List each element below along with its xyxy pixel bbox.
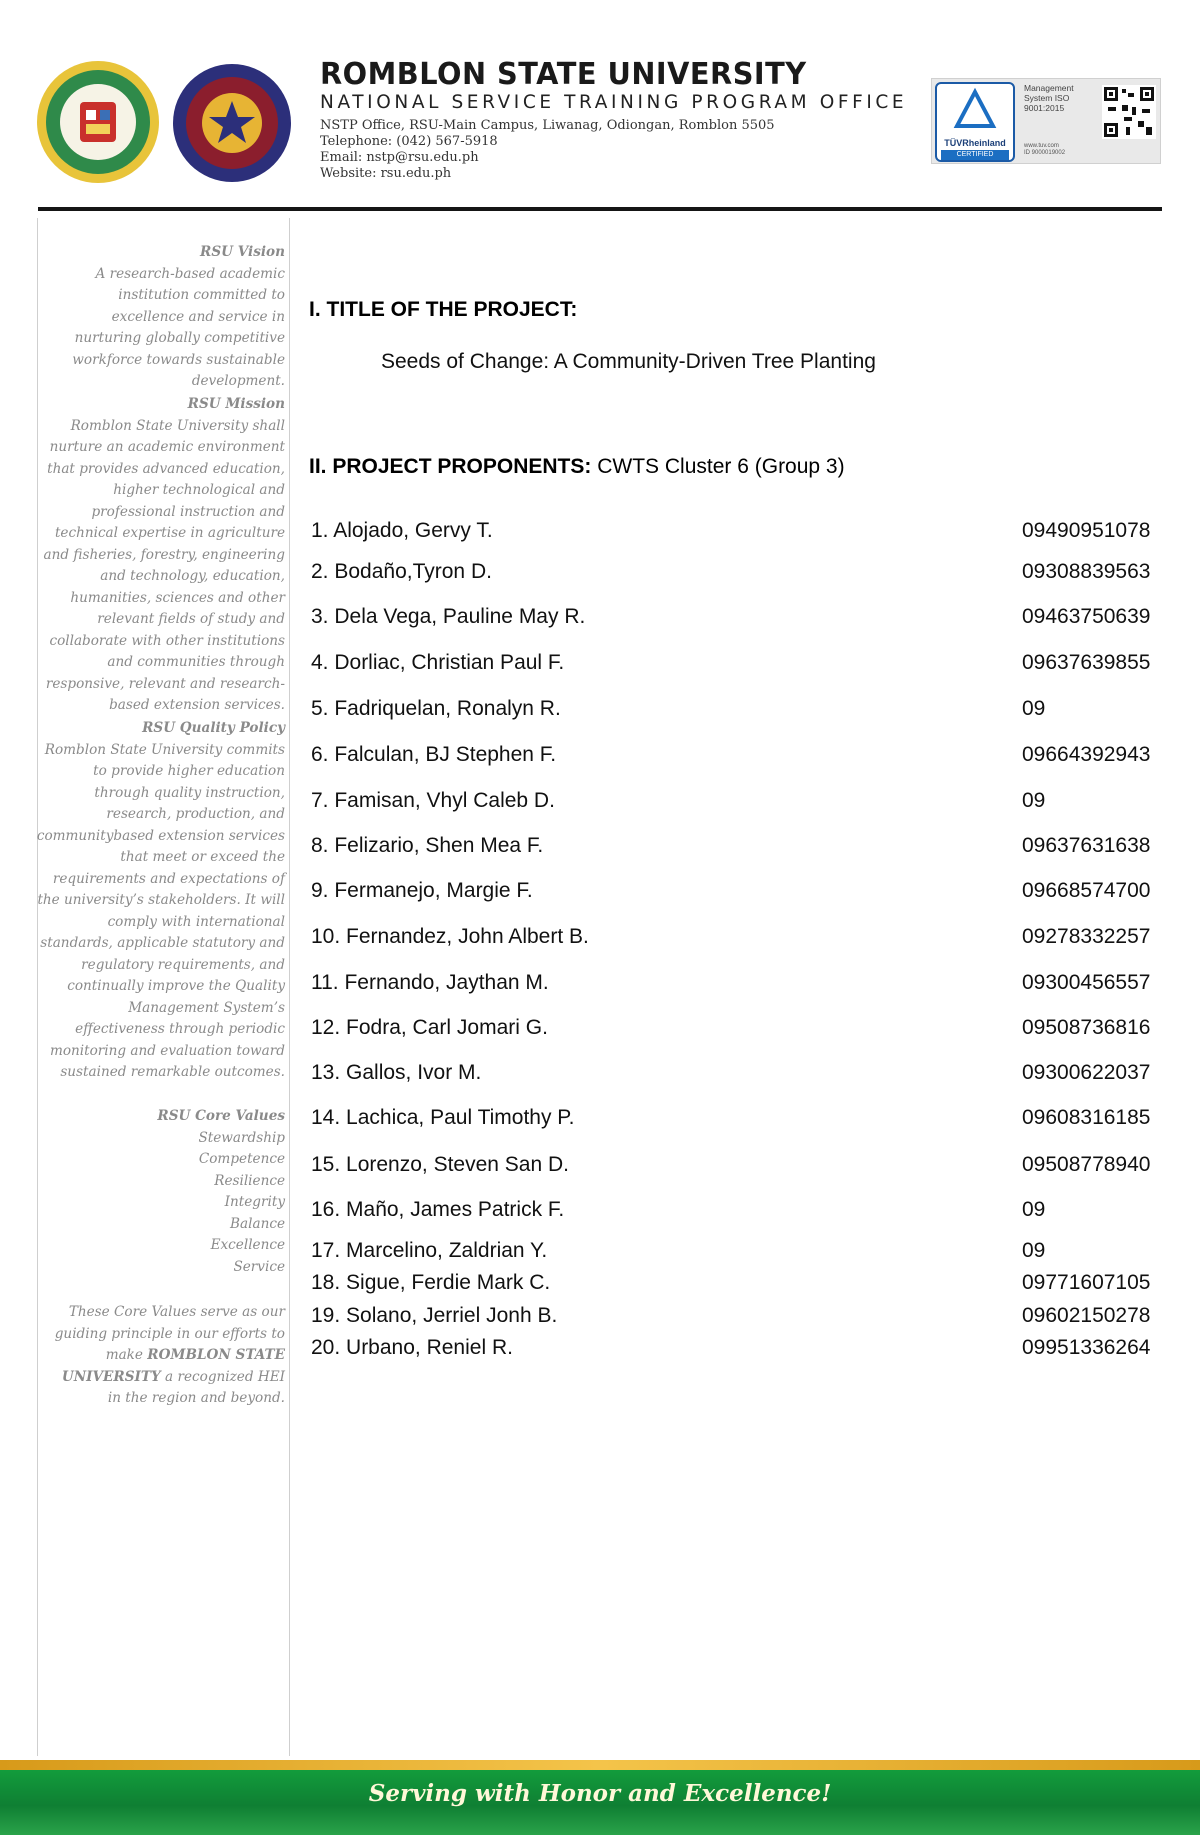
- core-value: Resilience: [214, 1172, 285, 1189]
- core-value: Balance: [230, 1215, 285, 1232]
- values-note-pre: These Core Values serve as our guiding principle in our efforts to make: [54, 1304, 285, 1363]
- mission-block: [35, 394, 285, 717]
- list-item: [309, 1271, 1167, 1299]
- member-phone: 09300456557: [1022, 971, 1151, 994]
- member-name: 10. Fernandez, John Albert B.: [311, 925, 589, 948]
- cert-site-url: www.tuv.com: [1024, 143, 1059, 149]
- list-item: [309, 1016, 1167, 1044]
- office-address: NSTP Office, RSU-Main Campus, Liwanag, Odiongan, Romblon 5505: [320, 118, 775, 133]
- cert-site: [1024, 143, 1065, 157]
- member-name: 2. Bodaño,Tyron D.: [311, 560, 492, 583]
- core-values-title: RSU Core Values: [157, 1108, 285, 1124]
- quality-title: RSU Quality Policy: [142, 720, 285, 736]
- quality-policy-block: [35, 718, 285, 1084]
- list-item: [309, 743, 1167, 771]
- member-phone: 09: [1022, 789, 1046, 812]
- member-name: 15. Lorenzo, Steven San D.: [311, 1153, 569, 1176]
- university-name: ROMBLON STATE UNIVERSITY: [320, 57, 807, 92]
- member-phone: 09463750639: [1022, 605, 1151, 628]
- letterhead: [0, 0, 1200, 214]
- member-phone: 09: [1022, 697, 1046, 720]
- quality-text: Romblon State University commits to provide higher education through quality instruction, research, production, and communitybased extension services that meet or exceed the requirements and expectations of the university’s stakeholders. It will comply with international standards, applicable statutory and regulatory requirements, and continually improve the Quality Management System’s effectiveness through periodic monitoring and evaluation toward sustained remarkable outcomes.: [36, 741, 285, 1080]
- tuv-logo: [935, 82, 1015, 162]
- core-values-block: [45, 1106, 285, 1278]
- member-phone: 09951336264: [1022, 1336, 1151, 1359]
- nstp-seal-logo: [172, 63, 292, 183]
- member-name: 8. Felizario, Shen Mea F.: [311, 834, 544, 857]
- triangle-icon: [937, 84, 1013, 134]
- member-phone: 09602150278: [1022, 1304, 1151, 1327]
- vision-text: A research-based academic institution committed to excellence and service in nurturing globally competitive workforce towards sustainable development.: [72, 265, 285, 389]
- sidebar: [37, 218, 290, 1756]
- member-name: 18. Sigue, Ferdie Mark C.: [311, 1271, 551, 1294]
- list-item: [309, 1106, 1167, 1134]
- list-item: [309, 879, 1167, 907]
- proponents-group: CWTS Cluster 6 (Group 3): [597, 455, 845, 478]
- list-item: [309, 1061, 1167, 1089]
- values-note-university: ROMBLON STATE UNIVERSITY: [61, 1347, 285, 1385]
- qr-code-icon: [1102, 85, 1156, 139]
- member-phone: 09508778940: [1022, 1153, 1151, 1176]
- vision-title: RSU Vision: [200, 244, 285, 260]
- list-item: [309, 1239, 1167, 1267]
- member-name: 14. Lachica, Paul Timothy P.: [311, 1106, 575, 1129]
- proponents-heading: II. PROJECT PROPONENTS:: [309, 455, 592, 478]
- member-name: 7. Famisan, Vhyl Caleb D.: [311, 789, 555, 812]
- member-phone: 09637639855: [1022, 651, 1151, 674]
- member-name: 17. Marcelino, Zaldrian Y.: [311, 1239, 548, 1262]
- member-name: 3. Dela Vega, Pauline May R.: [311, 605, 586, 628]
- iso-standard: Management System ISO 9001:2015: [1024, 83, 1074, 113]
- list-item: [309, 1198, 1167, 1226]
- member-phone: 09308839563: [1022, 560, 1151, 583]
- member-name: 19. Solano, Jerriel Jonh B.: [311, 1304, 558, 1327]
- rsu-seal-logo: [36, 60, 160, 184]
- core-value: Integrity: [224, 1194, 285, 1210]
- office-telephone: Telephone: (042) 567-5918: [320, 134, 498, 149]
- member-name: 20. Urbano, Reniel R.: [311, 1336, 513, 1359]
- list-item: [309, 1336, 1167, 1364]
- cert-id: ID 9000019002: [1024, 150, 1066, 156]
- list-item: [309, 925, 1167, 953]
- mission-text: Romblon State University shall nurture an academic environment that provides advanced education, higher technological and professional instruction and technical expertise in agriculture and fisheries, forestry, engineering and technology, education, humanities, sciences and other relevant fields of study and collaborate with other institutions and communities through responsive, relevant and research-based extension services.: [43, 417, 285, 713]
- member-name: 13. Gallos, Ivor M.: [311, 1061, 482, 1084]
- list-item: [309, 789, 1167, 817]
- member-phone: 09: [1022, 1239, 1046, 1262]
- member-name: 11. Fernando, Jaythan M.: [311, 971, 549, 994]
- office-name: NATIONAL SERVICE TRAINING PROGRAM OFFICE: [320, 92, 908, 113]
- tuv-brand: TÜVRheinland: [944, 138, 1006, 148]
- section-title-project: I. TITLE OF THE PROJECT:: [309, 298, 578, 321]
- iso-certification-badge: [931, 78, 1161, 164]
- list-item: [309, 651, 1167, 679]
- member-name: 6. Falculan, BJ Stephen F.: [311, 743, 557, 766]
- values-note-post: a recognized HEI in the region and beyond.: [107, 1368, 285, 1406]
- core-value: Competence: [198, 1151, 285, 1167]
- list-item: [309, 1153, 1167, 1181]
- footer-motto: Serving with Honor and Excellence!: [368, 1780, 832, 1807]
- list-item: [309, 971, 1167, 999]
- list-item: [309, 519, 1167, 547]
- list-item: [309, 605, 1167, 633]
- member-phone: 09664392943: [1022, 743, 1151, 766]
- member-phone: 09: [1022, 1198, 1046, 1221]
- list-item: [309, 1304, 1167, 1332]
- footer-banner: [0, 1760, 1200, 1835]
- member-phone: 09508736816: [1022, 1016, 1151, 1039]
- core-value: Stewardship: [198, 1129, 285, 1146]
- core-values-note: [45, 1302, 285, 1410]
- member-name: 5. Fadriquelan, Ronalyn R.: [311, 697, 561, 720]
- project-title: Seeds of Change: A Community-Driven Tree Planting: [381, 350, 876, 373]
- member-phone: 09490951078: [1022, 519, 1151, 542]
- member-phone: 09278332257: [1022, 925, 1151, 948]
- core-value: Excellence: [210, 1237, 285, 1253]
- member-name: 1. Alojado, Gervy T.: [311, 519, 493, 542]
- member-phone: 09300622037: [1022, 1061, 1151, 1084]
- section-title-proponents: [309, 455, 845, 479]
- member-name: 9. Fermanejo, Margie F.: [311, 879, 533, 902]
- office-email: Email: nstp@rsu.edu.ph: [320, 150, 479, 165]
- core-value: Service: [233, 1258, 285, 1275]
- list-item: [309, 834, 1167, 862]
- certified-label: CERTIFIED: [941, 150, 1009, 160]
- member-phone: 09771607105: [1022, 1271, 1151, 1294]
- member-phone: 09668574700: [1022, 879, 1151, 902]
- member-name: 4. Dorliac, Christian Paul F.: [311, 651, 565, 674]
- list-item: [309, 560, 1167, 588]
- office-website: Website: rsu.edu.ph: [320, 166, 452, 181]
- member-name: 16. Maño, James Patrick F.: [311, 1198, 565, 1221]
- vision-block: [45, 242, 285, 393]
- header-divider: [38, 207, 1162, 211]
- mission-title: RSU Mission: [187, 396, 285, 412]
- member-phone: 09608316185: [1022, 1106, 1151, 1129]
- member-name: 12. Fodra, Carl Jomari G.: [311, 1016, 548, 1039]
- footer-gold-stripe: [0, 1760, 1200, 1770]
- list-item: [309, 697, 1167, 725]
- member-phone: 09637631638: [1022, 834, 1151, 857]
